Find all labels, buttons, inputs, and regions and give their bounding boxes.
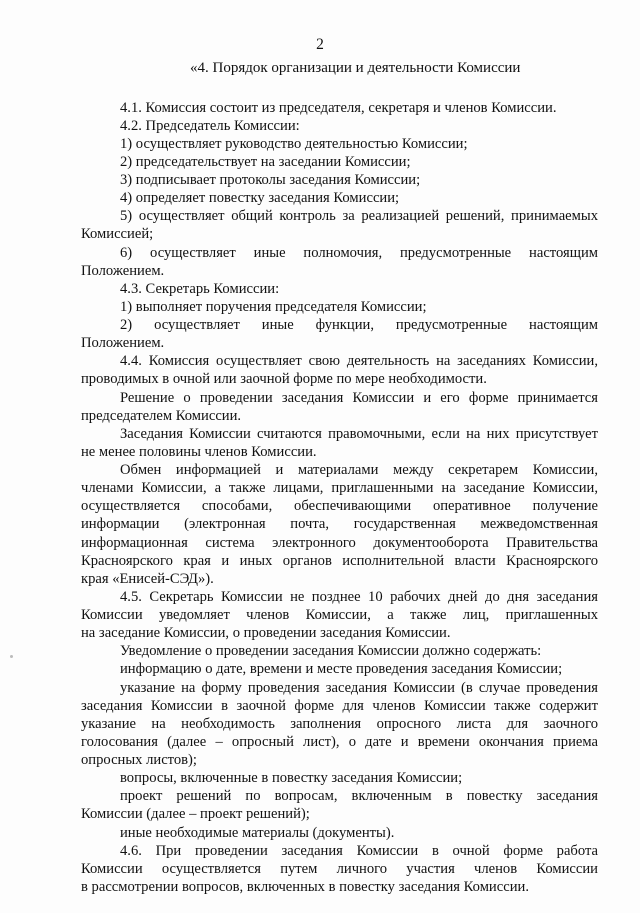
paragraph-line: 5) осуществляет общий контроль за реализацией решений, принимаемых <box>120 208 598 224</box>
paragraph-line: 2) председательствует на заседании Комиссии; <box>120 154 411 170</box>
paragraph-line: 4) определяет повестку заседания Комиссии; <box>120 190 400 206</box>
paragraph-line: председателем Комиссии. <box>81 408 242 424</box>
paragraph-line: осуществляется способами, обеспечивающими оперативное получение <box>81 498 598 514</box>
paragraph-line: Уведомление о проведении заседания Комиссии должно содержать: <box>120 643 542 659</box>
paragraph-line: на заседание Комиссии, о проведении заседания Комиссии. <box>81 625 451 641</box>
paragraph-line: 4.1. Комиссия состоит из председателя, секретаря и членов Комиссии. <box>120 100 557 116</box>
paragraph-line: Заседания Комиссии считаются правомочными, если на них присутствует <box>120 426 598 442</box>
paragraph-line: Комиссии уведомляет членов Комиссии, а также лиц, приглашенных <box>81 607 598 623</box>
paragraph-line: 1) выполняет поручения председателя Комиссии; <box>120 299 427 315</box>
paragraph-line: информацию о дате, времени и месте проведения заседания Комиссии; <box>120 661 563 677</box>
paragraph-line: Решение о проведении заседания Комиссии и его форме принимается <box>120 390 598 406</box>
paragraph-line: проект решений по вопросам, включенным в повестку заседания <box>120 788 598 804</box>
scan-speck <box>10 655 13 658</box>
paragraph-line: не менее половины членов Комиссии. <box>81 444 317 460</box>
paragraph-line: указание на форму проведения заседания Комиссии (в случае проведения <box>120 680 598 696</box>
paragraph-line: заседания Комиссии в заочной форме для членов Комиссии также содержит <box>81 698 598 714</box>
paragraph-line: 2) осуществляет иные функции, предусмотренные настоящим <box>120 317 598 333</box>
paragraph-line: 4.2. Председатель Комиссии: <box>120 118 300 134</box>
paragraph-line: опросных листов); <box>81 752 197 768</box>
paragraph-line: края «Енисей-СЭД»). <box>81 571 214 587</box>
paragraph-line: 4.4. Комиссия осуществляет свою деятельность на заседаниях Комиссии, <box>120 353 598 369</box>
paragraph-line: информационная система электронного документооборота Правительства <box>81 535 598 551</box>
paragraph-line: Положением. <box>81 335 165 351</box>
paragraph-line: иные необходимые материалы (документы). <box>120 825 395 841</box>
paragraph-line: Красноярского края и иных органов исполнительной власти Красноярского <box>81 553 598 569</box>
paragraph-line: Комиссии осуществляется путем личного участия членов Комиссии <box>81 861 598 877</box>
paragraph-line: 6) осуществляет иные полномочия, предусмотренные настоящим <box>120 245 598 261</box>
paragraph-line: указание на необходимость заполнения опросного листа для заочного <box>81 716 598 732</box>
paragraph-line: в рассмотрении вопросов, включенных в повестку заседания Комиссии. <box>81 879 529 895</box>
paragraph-line: вопросы, включенные в повестку заседания Комиссии; <box>120 770 463 786</box>
paragraph-line: Обмен информацией и материалами между секретарем Комиссии, <box>120 462 598 478</box>
paragraph-line: информации (электронная почта, государственная межведомственная <box>81 516 598 532</box>
paragraph-line: 1) осуществляет руководство деятельностью Комиссии; <box>120 136 468 152</box>
paragraph-line: Комиссии (далее – проект решений); <box>81 806 310 822</box>
paragraph-line: членами Комиссии, а также лицами, приглашенными на заседание Комиссии, <box>81 480 598 496</box>
page-number: 2 <box>316 36 324 53</box>
paragraph-line: Положением. <box>81 263 165 279</box>
paragraph-line: 4.6. При проведении заседания Комиссии в очной форме работа <box>120 843 598 859</box>
section-heading: «4. Порядок организации и деятельности Комиссии <box>190 60 521 76</box>
paragraph-line: 4.5. Секретарь Комиссии не позднее 10 рабочих дней до дня заседания <box>120 589 598 605</box>
paragraph-line: 3) подписывает протоколы заседания Комиссии; <box>120 172 421 188</box>
paragraph-line: 4.3. Секретарь Комиссии: <box>120 281 280 297</box>
paragraph-line: Комиссией; <box>81 226 154 242</box>
paragraph-line: проводимых в очной или заочной форме по мере необходимости. <box>81 371 487 387</box>
paragraph-line: голосования (далее – опросный лист), о дате и времени окончания приема <box>81 734 598 750</box>
